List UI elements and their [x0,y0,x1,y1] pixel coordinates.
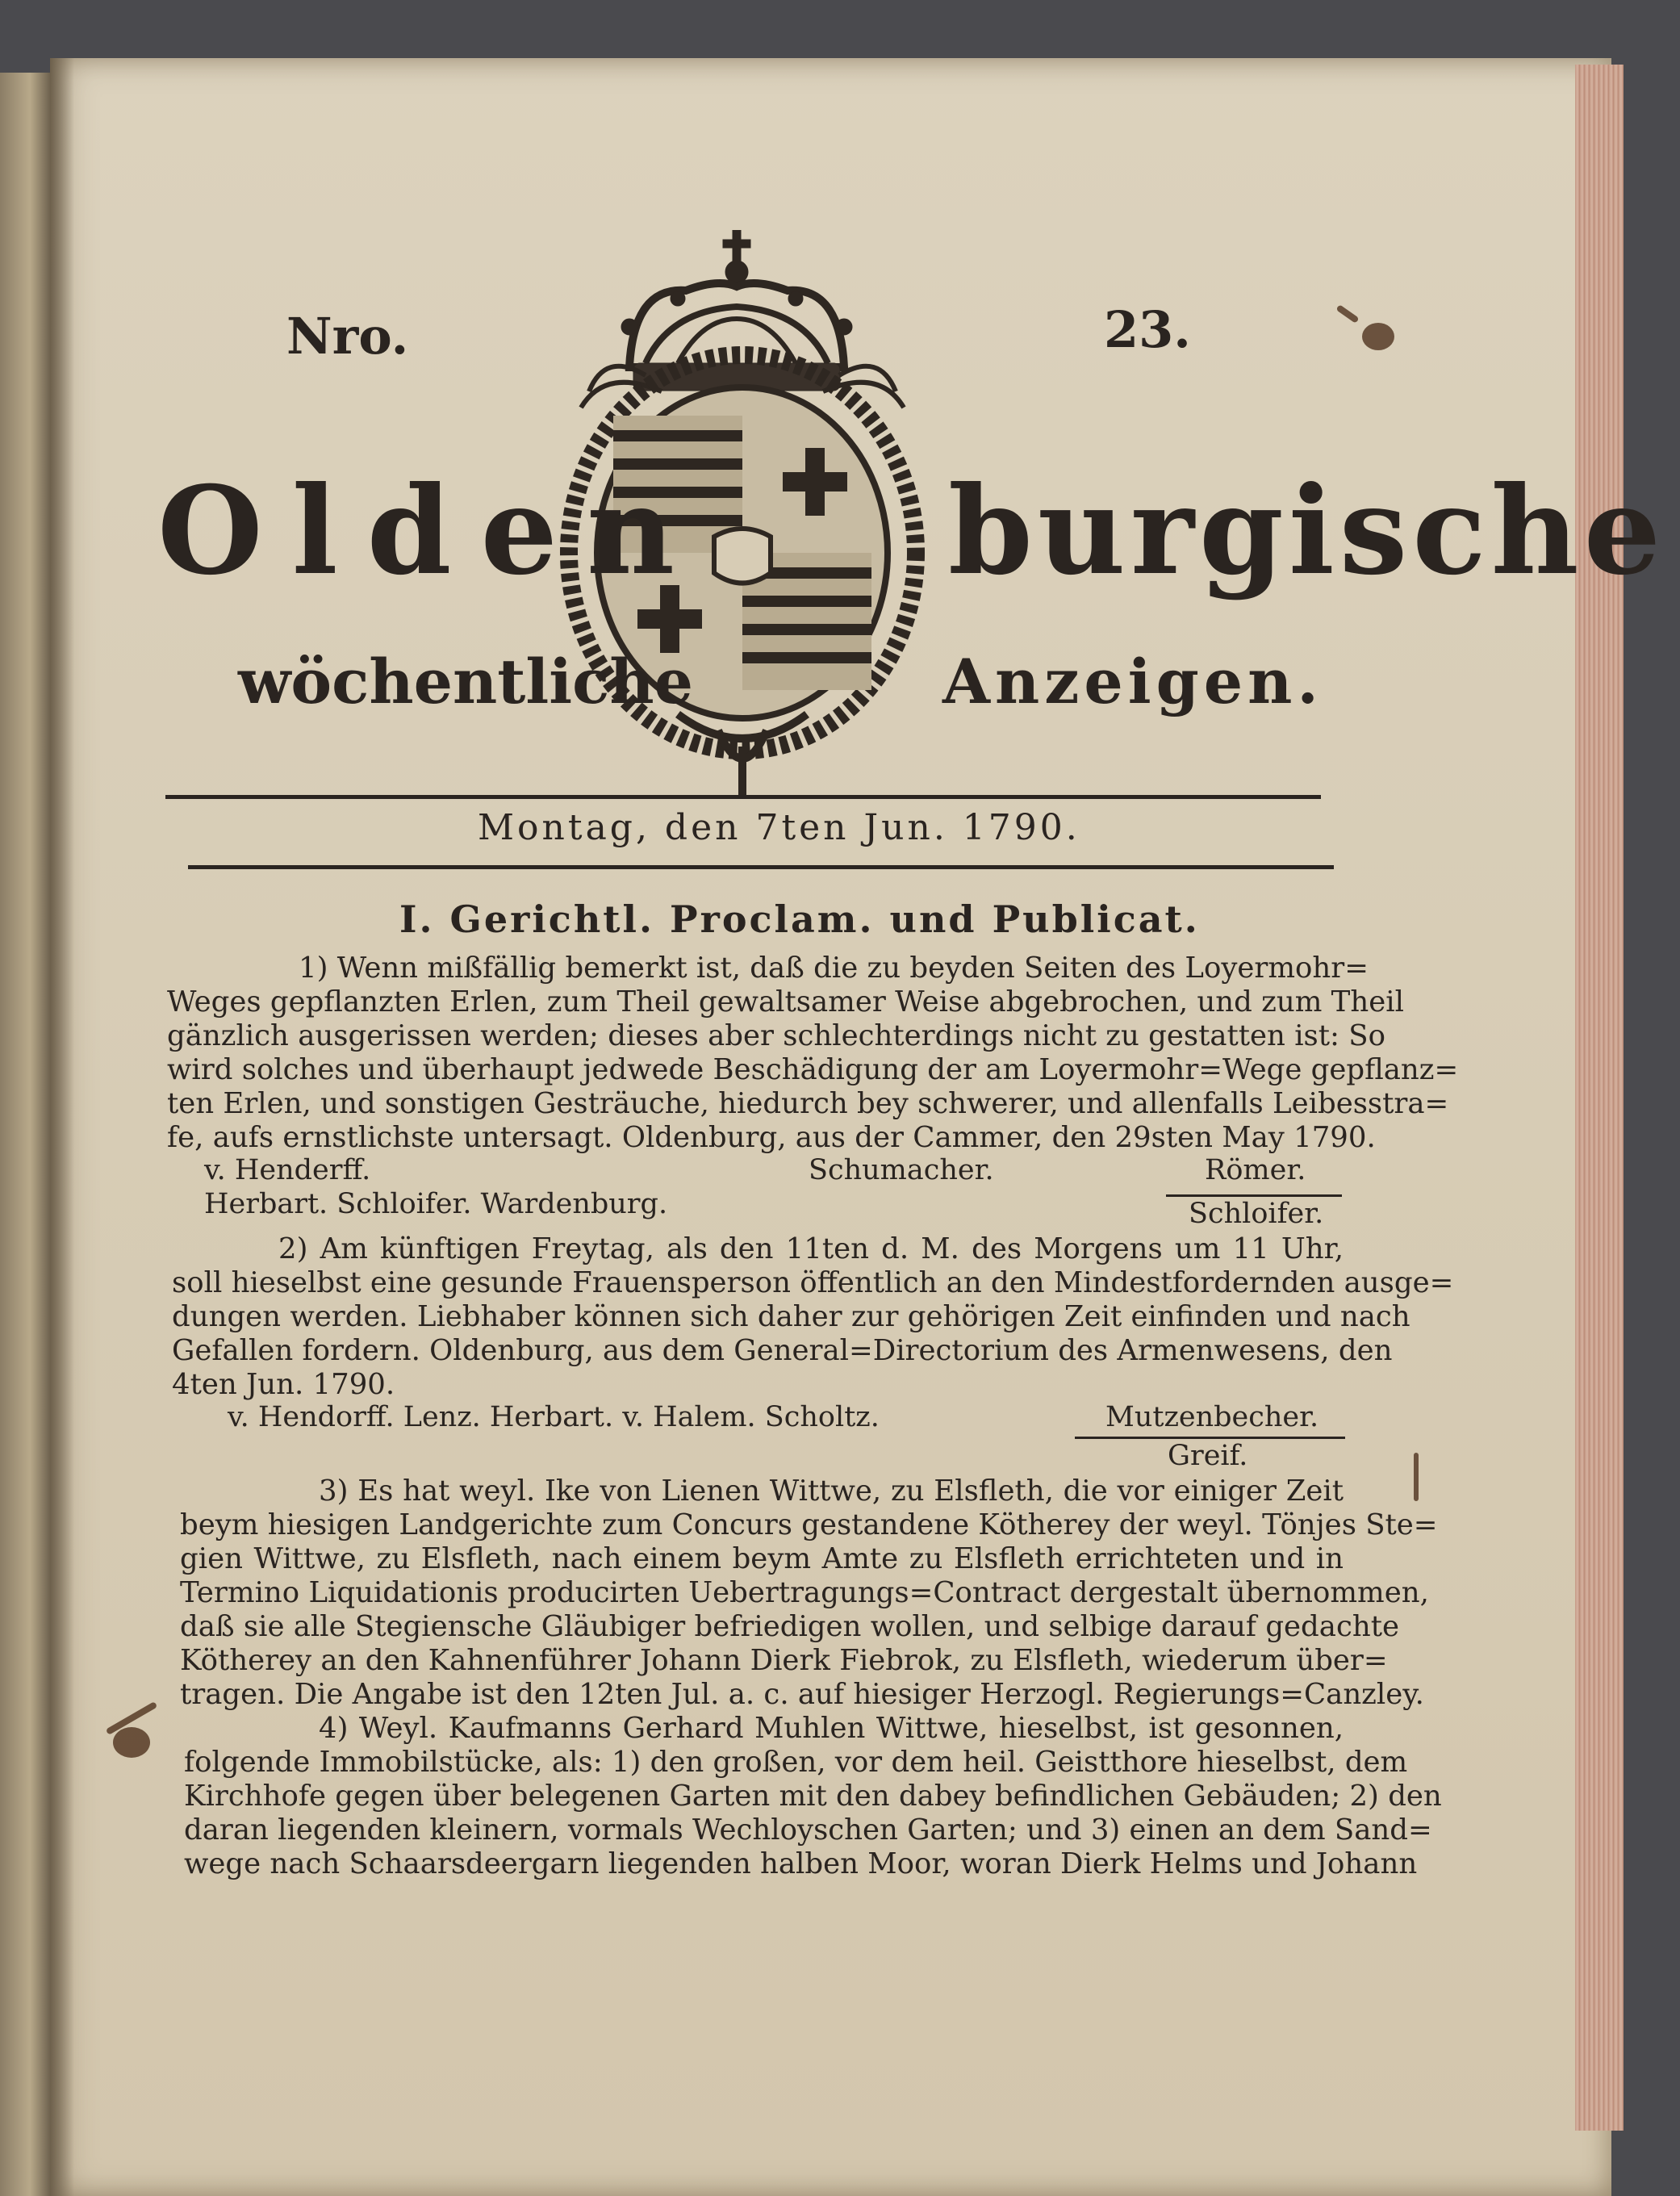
notice3-line: Termino Liquidationis producirten Uebertragungs=Contract dergestalt übernommen, [180,1576,1429,1609]
signature: Schumacher. [809,1154,994,1186]
signature-rule [1075,1437,1345,1439]
notice1-line: fe, aufs ernstlichste untersagt. Oldenburg, aus der Cammer, den 29sten May 1790. [167,1121,1376,1154]
notice2-line: Gefallen fordern. Oldenburg, aus dem General=Directorium des Armenwesens, den [172,1334,1393,1367]
signature: Greif. [1168,1440,1248,1472]
signature: v. Henderff. [204,1154,371,1186]
issue-date: Montag, den 7ten Jun. 1790. [478,807,1080,848]
signature: Schloifer. [1189,1198,1324,1230]
signature: Mutzenbecher. [1105,1401,1319,1433]
masthead-left: Olden [157,460,704,602]
notice4-line: folgende Immobilstücke, als: 1) den großen, vor dem heil. Geistthore hieselbst, dem [184,1746,1408,1779]
signature: v. Hendorff. Lenz. Herbart. v. Halem. Scholtz. [228,1401,880,1433]
masthead-right: burgische [948,460,1666,602]
ink-stain [113,1727,150,1758]
notice2-line: 2) Am künftigen Freytag, als den 11ten d. M. des Morgens um 11 Uhr, [278,1232,1344,1265]
notice3-line: Kötherey an den Kahnenführer Johann Dierk Fiebrok, zu Elsfleth, wiederum über= [180,1644,1388,1677]
signature-rule [1166,1194,1342,1197]
subtitle-right: Anzeigen. [942,646,1323,717]
notice4-line: Kirchhofe gegen über belegenen Garten mit den dabey befindlichen Gebäuden; 2) den [184,1780,1442,1813]
binding-gutter [50,58,74,2196]
notice4-line: daran liegenden kleinern, vormals Wechloyschen Garten; und 3) einen an dem Sand= [184,1813,1432,1847]
subtitle-left: wöchentliche [238,646,693,717]
notice1-line: 1) Wenn mißfällig bemerkt ist, daß die zu beyden Seiten des Loyermohr= [299,952,1369,985]
notice1-line: gänzlich ausgerissen werden; dieses aber schlechterdings nicht zu gestatten ist: So [167,1019,1385,1052]
notice1-line: Weges gepflanzten Erlen, zum Theil gewaltsamer Weise abgebrochen, und zum Theil [167,985,1404,1019]
header-rule-top [165,795,1321,799]
notice3-line: daß sie alle Stegiensche Gläubiger befriedigen wollen, und selbige darauf gedachte [180,1610,1399,1643]
ink-stain [1362,323,1394,350]
signature: Römer. [1205,1154,1306,1186]
notice2-line: dungen werden. Liebhaber können sich daher zur gehörigen Zeit einfinden und nach [172,1300,1410,1333]
notice3-line: gien Wittwe, zu Elsfleth, nach einem beym Amte zu Elsfleth errichteten und in [180,1542,1344,1575]
signature: Herbart. Schloifer. Wardenburg. [204,1188,668,1220]
notice3-line: 3) Es hat weyl. Ike von Lienen Wittwe, zu Elsfleth, die vor einiger Zeit [319,1474,1344,1508]
notice3-line: tragen. Die Angabe ist den 12ten Jul. a. c. auf hiesiger Herzogl. Regierungs=Canzley. [180,1678,1424,1711]
ink-mark [1414,1453,1419,1501]
notice2-line: soll hieselbst eine gesunde Frauensperson öffentlich an den Mindestfordernden ausge= [172,1266,1454,1299]
notice4-line: wege nach Schaarsdeergarn liegenden halben Moor, woran Dierk Helms und Johann [184,1847,1418,1880]
left-page-edge [0,73,50,2196]
header-rule-bottom [188,865,1334,869]
section-heading: I. Gerichtl. Proclam. und Publicat. [399,897,1200,941]
notice3-line: beym hiesigen Landgerichte zum Concurs gestandene Kötherey der weyl. Tönjes Ste= [180,1508,1438,1541]
notice1-line: wird solches und überhaupt jedwede Beschädigung der am Loyermohr=Wege gepflanz= [167,1053,1459,1086]
page-stack-edge [1575,65,1624,2131]
notice1-line: ten Erlen, und sonstigen Gesträuche, hiedurch bey schwerer, und allenfalls Leibesstra= [167,1087,1449,1120]
issue-label: Nro. [286,307,409,366]
notice2-line: 4ten Jun. 1790. [172,1368,395,1401]
notice4-line: 4) Weyl. Kaufmanns Gerhard Muhlen Wittwe, hieselbst, ist gesonnen, [319,1712,1344,1745]
issue-number: 23. [1104,300,1191,359]
